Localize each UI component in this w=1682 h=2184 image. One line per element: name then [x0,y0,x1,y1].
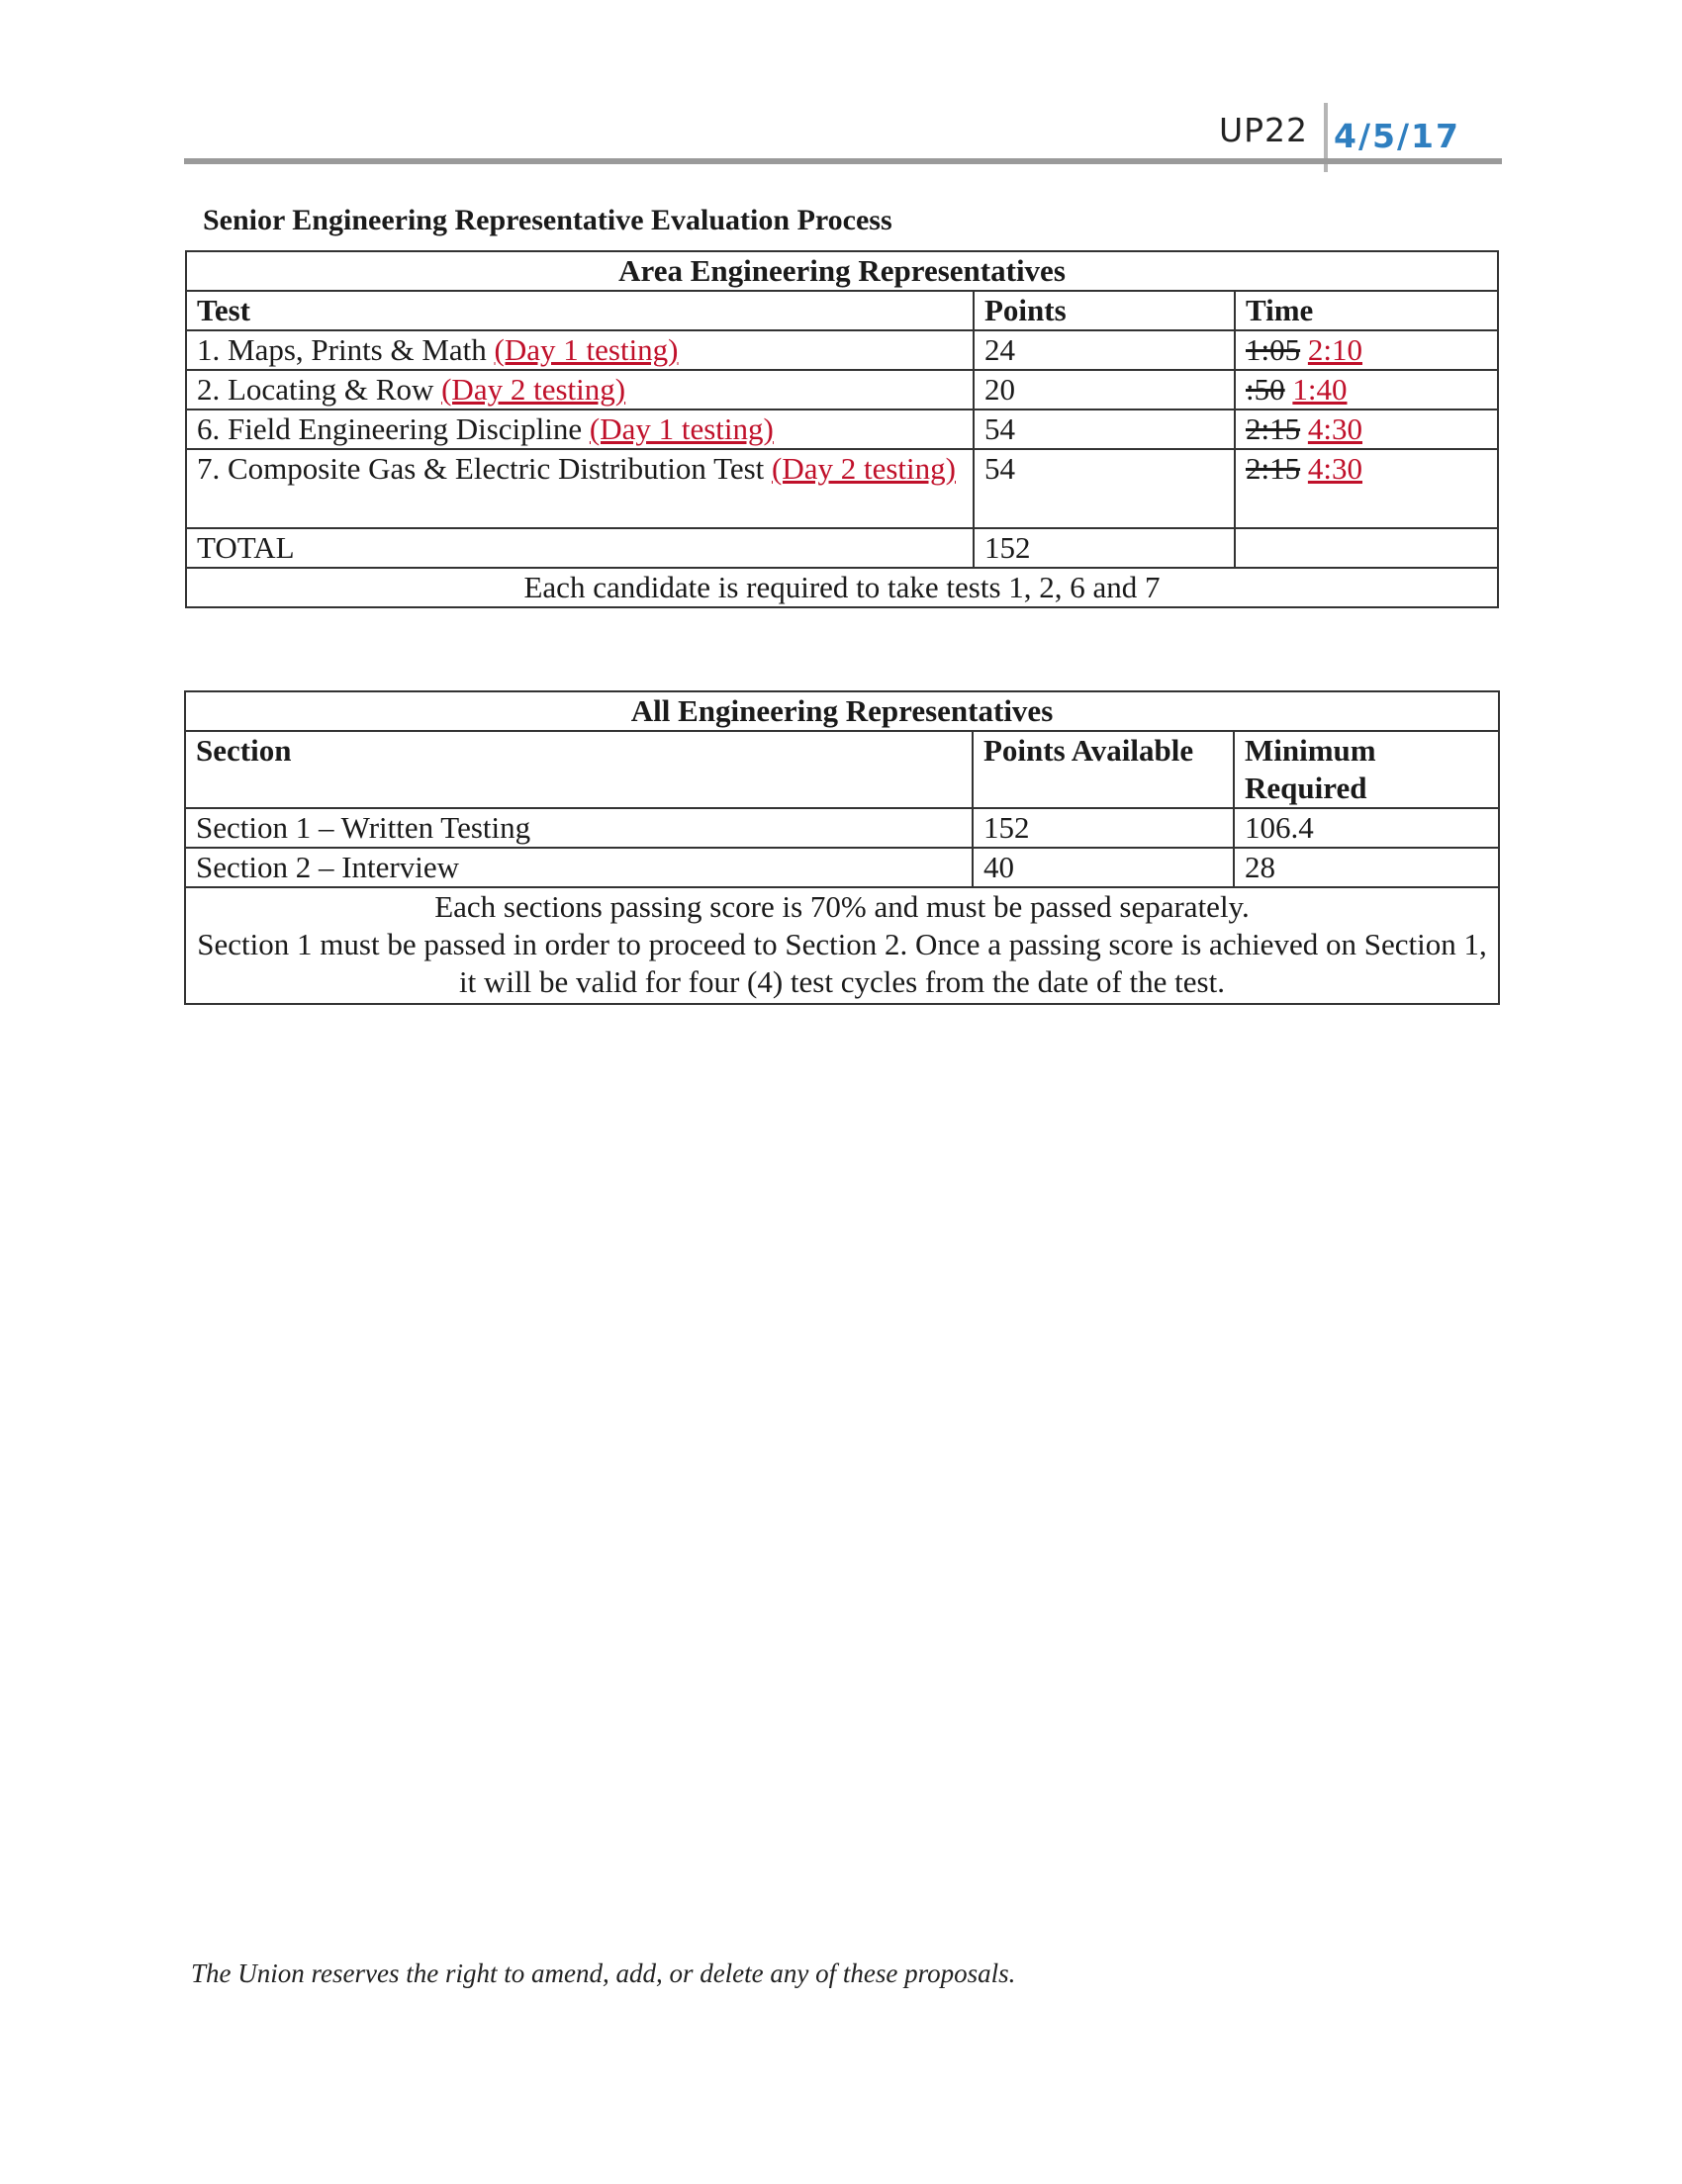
table-row [186,410,1498,449]
time-new: 1:40 [1292,371,1348,407]
area-table-title: Area Engineering Representatives [186,251,1498,291]
section-minimum: 28 [1234,848,1499,887]
column-header-time: Time [1235,291,1498,330]
all-table-note-line1: Each sections passing score is 70% and must be passed separately. [434,889,1250,924]
test-points: 24 [974,330,1235,370]
test-name: 7. Composite Gas & Electric Distribution Test [197,450,773,486]
test-day-note: (Day 1 testing) [589,410,774,446]
table-row [185,848,1499,887]
total-time [1235,528,1498,568]
section-points: 152 [973,808,1234,848]
all-table-title: All Engineering Representatives [185,691,1499,731]
footer-disclaimer: The Union reserves the right to amend, add, or delete any of these proposals. [191,1958,1016,1988]
test-name-cell [186,410,974,449]
time-old: :50 [1246,371,1285,407]
column-header-section: Section [185,731,973,808]
test-name-cell [186,449,974,528]
header-rule [184,158,1502,164]
test-name: 1. Maps, Prints & Math [197,331,495,367]
total-row [186,528,1498,568]
time-old: 1:05 [1246,331,1301,367]
table-row [186,370,1498,410]
test-name: 6. Field Engineering Discipline [197,410,590,446]
all-table-note [185,887,1499,1004]
time-old: 2:15 [1246,450,1301,486]
test-name-cell [186,370,974,410]
section-name: Section 2 – Interview [185,848,973,887]
test-name-cell [186,330,974,370]
time-old: 2:15 [1246,410,1301,446]
total-points: 152 [974,528,1235,568]
section-name: Section 1 – Written Testing [185,808,973,848]
document-title: Senior Engineering Representative Evaluation Process [203,204,892,236]
all-engineering-table [184,690,1500,1005]
test-time-cell [1235,410,1498,449]
document-id: UP22 [1219,111,1309,149]
table-row [185,808,1499,848]
test-points: 54 [974,410,1235,449]
test-day-note: (Day 1 testing) [494,331,679,367]
time-new: 2:10 [1307,331,1362,367]
area-table-note: Each candidate is required to take tests 1, 2, 6 and 7 [186,568,1498,607]
section-points: 40 [973,848,1234,887]
time-new: 4:30 [1307,410,1362,446]
column-header-minimum-required: Minimum Required [1234,731,1499,808]
document-date: 4/5/17 [1334,117,1460,155]
test-points: 20 [974,370,1235,410]
section-minimum: 106.4 [1234,808,1499,848]
column-header-points: Points [974,291,1235,330]
time-new: 4:30 [1307,450,1362,486]
test-day-note: (Day 2 testing) [441,371,626,407]
test-points: 54 [974,449,1235,528]
total-label: TOTAL [186,528,974,568]
table-row [186,449,1498,528]
test-day-note: (Day 2 testing) [772,450,956,486]
test-name: 2. Locating & Row [197,371,442,407]
test-time-cell [1235,449,1498,528]
test-time-cell [1235,330,1498,370]
test-time-cell [1235,370,1498,410]
table-row [186,330,1498,370]
area-engineering-table [185,250,1499,608]
column-header-test: Test [186,291,974,330]
column-header-points-available: Points Available [973,731,1234,808]
all-table-note-line2: Section 1 must be passed in order to proceed to Section 2. Once a passing score is achieved on Section 1, it will be valid for four (4) test cycles from the date of the test. [197,926,1487,999]
